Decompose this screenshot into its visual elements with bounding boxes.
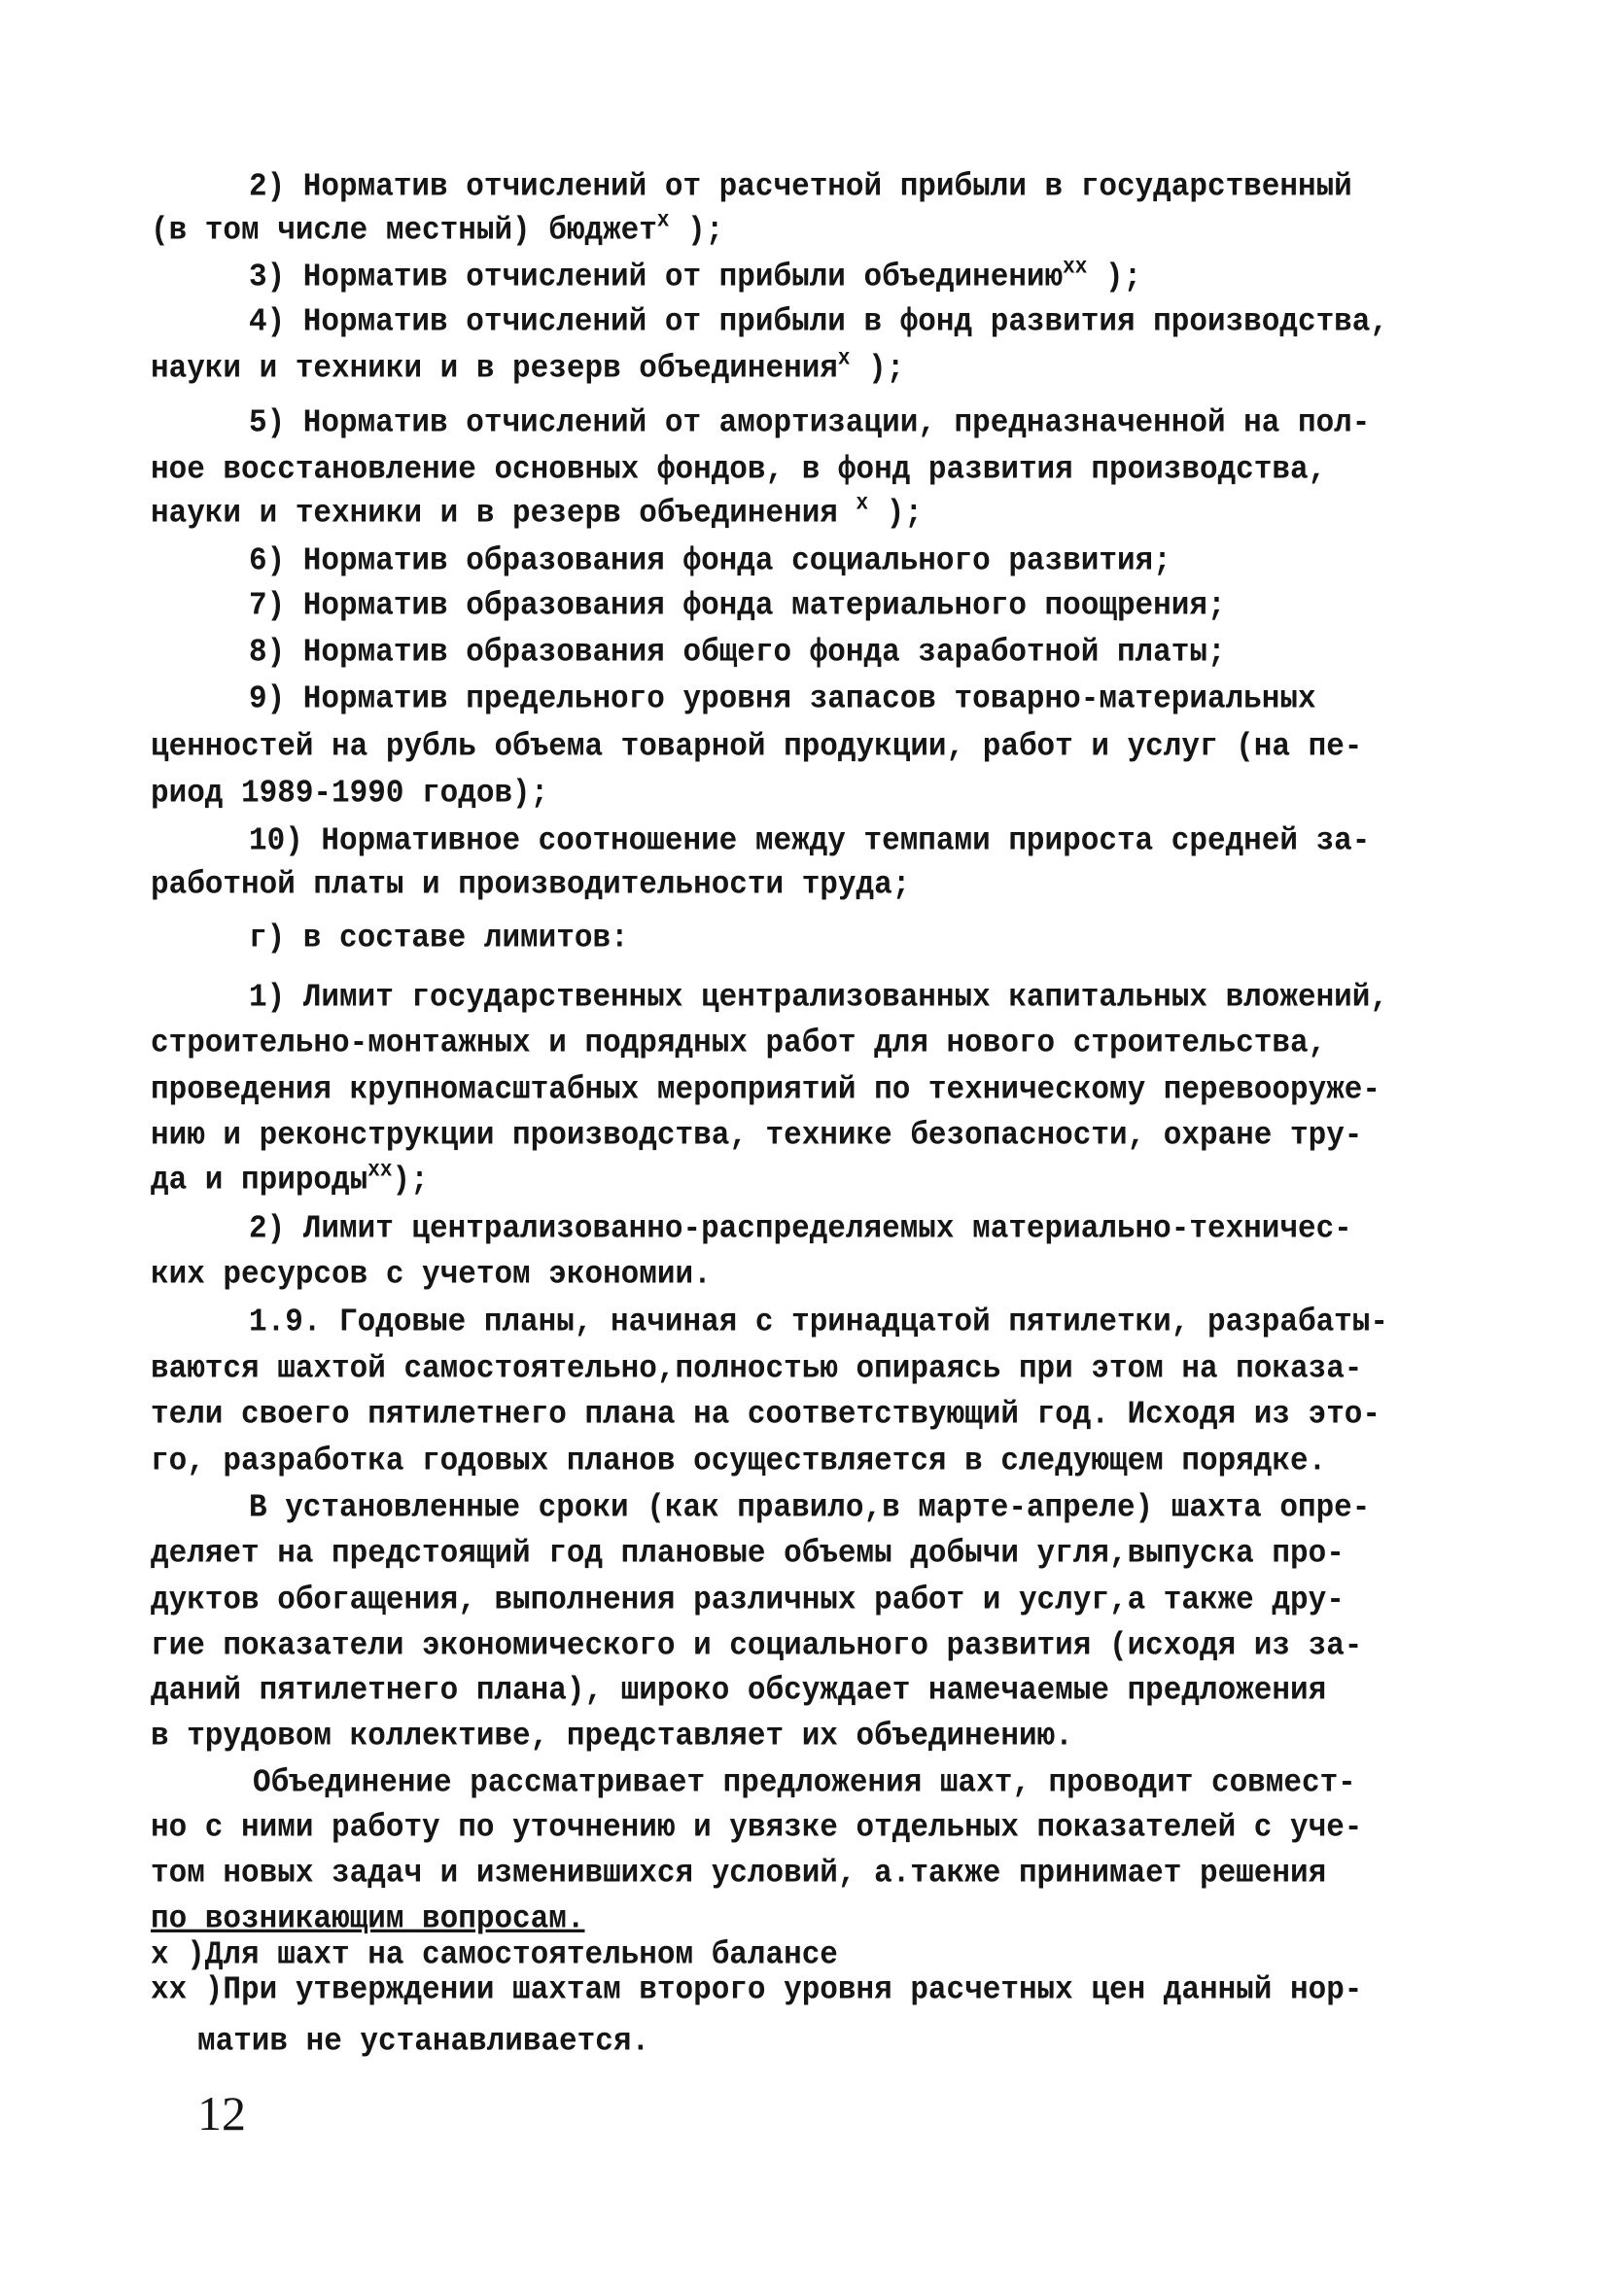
line-tail: );: [1087, 259, 1142, 296]
footnote-line: [197, 2021, 649, 2063]
line-text: г) в составе лимитов:: [249, 920, 629, 957]
line-tail: );: [669, 212, 724, 250]
line-text: x )Для шахт на самостоятельном балансе: [151, 1936, 838, 1974]
line-text: гие показатели экономического и социального развития (исходя из за-: [151, 1627, 1363, 1665]
text-line: [253, 1762, 1356, 1804]
text-line: [249, 977, 1388, 1019]
line-tail: );: [868, 495, 923, 533]
line-text: нию и реконструкции производства, технике безопасности, охране тру-: [151, 1117, 1363, 1155]
text-line: [151, 348, 904, 390]
text-line: [151, 1023, 1326, 1064]
line-text: 2) Лимит централизованно-распределяемых материально-техничес-: [249, 1210, 1352, 1248]
line-text: деляет на предстоящий год плановые объемы добычи угля,выпуска про-: [151, 1535, 1345, 1573]
line-text: 3) Норматив отчислений от прибыли объединению: [249, 259, 1064, 296]
text-line: [249, 918, 629, 959]
line-text: 6) Норматив образования фонда социального развития;: [249, 542, 1171, 580]
page-number: 12: [197, 2086, 246, 2140]
line-text: в трудовом коллективе, представляет их объединению.: [151, 1718, 1073, 1756]
line-text: строительно-монтажных и подрядных работ для нового строительства,: [151, 1025, 1327, 1062]
line-text: проведения крупномасштабных мероприятий по техническому перевооруже-: [151, 1071, 1381, 1109]
line-text: даний пятилетнего плана), широко обсуждает намечаемые предложения: [151, 1672, 1327, 1710]
line-text: да и природы: [151, 1162, 368, 1200]
line-text: (в том числе местный) бюджет: [151, 212, 657, 250]
text-line: [151, 493, 923, 535]
line-text: тели своего пятилетнего плана на соответствующий год. Исходя из это-: [151, 1396, 1381, 1434]
footnote-marker: x: [656, 209, 670, 234]
line-text: ное восстановление основных фондов, в фонд развития производства,: [151, 451, 1327, 489]
line-text: 8) Норматив образования общего фонда заработной платы;: [249, 634, 1226, 672]
line-text: 9) Норматив предельного уровня запасов товарно-материальных: [249, 680, 1316, 718]
line-text: ценностей на рубль объема товарной продукции, работ и услуг (на пе-: [151, 728, 1363, 766]
text-line: [151, 1670, 1326, 1712]
text-line: [249, 632, 1226, 674]
line-text: 1) Лимит государственных централизованных капитальных вложений,: [249, 979, 1388, 1017]
text-line: [151, 864, 910, 906]
text-line: [249, 585, 1226, 627]
line-tail: );: [850, 350, 905, 388]
line-text: В установленные сроки (как правило,в марте-апреле) шахта опре-: [249, 1489, 1371, 1527]
line-text: но с ними работу по уточнению и увязке отдельных показателей с уче-: [151, 1809, 1363, 1847]
footnote-marker: x: [856, 492, 869, 517]
text-line: [249, 540, 1171, 582]
text-line: [151, 1441, 1326, 1482]
text-line: [249, 1302, 1388, 1343]
text-line: [151, 1716, 1073, 1757]
line-text: 2) Норматив отчислений от расчетной прибыли в государственный: [249, 168, 1352, 206]
text-line: [151, 1160, 429, 1201]
text-line: [249, 1208, 1352, 1250]
line-text: риод 1989-1990 годов);: [151, 775, 549, 813]
line-text: xx )При утверждении шахтам второго уровня расчетных цен данный нор-: [151, 1971, 1363, 2009]
text-line: [249, 1487, 1370, 1529]
line-text: го, разработка годовых планов осуществляется в следующем порядке.: [151, 1443, 1327, 1480]
text-line: [249, 257, 1141, 298]
text-line: [151, 1394, 1381, 1436]
text-line: [151, 1807, 1362, 1849]
text-line: [151, 1254, 712, 1296]
text-line: [151, 773, 548, 815]
line-text: ваются шахтой самостоятельно,полностью опираясь при этом на показа-: [151, 1350, 1363, 1388]
line-text: по возникающим вопросам.: [151, 1900, 585, 1938]
footnote-line: [151, 1969, 1362, 2011]
line-text: 7) Норматив образования фонда материального поощрения;: [249, 587, 1226, 625]
line-text: науки и техники и в резерв объединения: [151, 495, 856, 533]
text-line: [249, 402, 1370, 444]
footnote-marker: xx: [1063, 256, 1088, 281]
text-line: [249, 820, 1370, 862]
footnote-marker: xx: [367, 1159, 393, 1184]
line-text: 10) Нормативное соотношение между темпами прироста средней за-: [249, 822, 1371, 860]
text-line: [249, 301, 1388, 343]
line-text: 4) Норматив отчислений от прибыли в фонд развития производства,: [249, 303, 1388, 341]
line-text: том новых задач и изменившихся условий, а.также принимает решения: [151, 1855, 1327, 1893]
text-line: [151, 1853, 1326, 1895]
text-line: [249, 678, 1316, 720]
text-line: [151, 726, 1362, 768]
line-text: работной платы и производительности труда;: [151, 866, 911, 904]
text-line: [151, 1115, 1362, 1157]
line-text: ких ресурсов с учетом экономии.: [151, 1256, 712, 1294]
line-text: дуктов обогащения, выполнения различных работ и услуг,а также дру-: [151, 1582, 1345, 1619]
text-line: [151, 449, 1326, 491]
text-line: [151, 1625, 1362, 1667]
text-line: [151, 210, 723, 252]
text-line: [151, 1580, 1345, 1621]
footnote-marker: x: [837, 347, 851, 372]
line-text: 5) Норматив отчислений от амортизации, предназначенной на пол-: [249, 404, 1371, 442]
text-line: [151, 1069, 1381, 1111]
line-text: Объединение рассматривает предложения шахт, проводит совмест-: [253, 1764, 1356, 1802]
line-text: матив не устанавливается.: [197, 2023, 650, 2061]
text-line: [151, 1533, 1345, 1575]
line-text: 1.9. Годовые планы, начиная с тринадцатой пятилетки, разрабаты-: [249, 1304, 1388, 1341]
line-text: науки и техники и в резерв объединения: [151, 350, 838, 388]
line-tail: );: [392, 1162, 429, 1200]
text-line: [151, 1348, 1362, 1390]
text-line: [249, 166, 1352, 208]
